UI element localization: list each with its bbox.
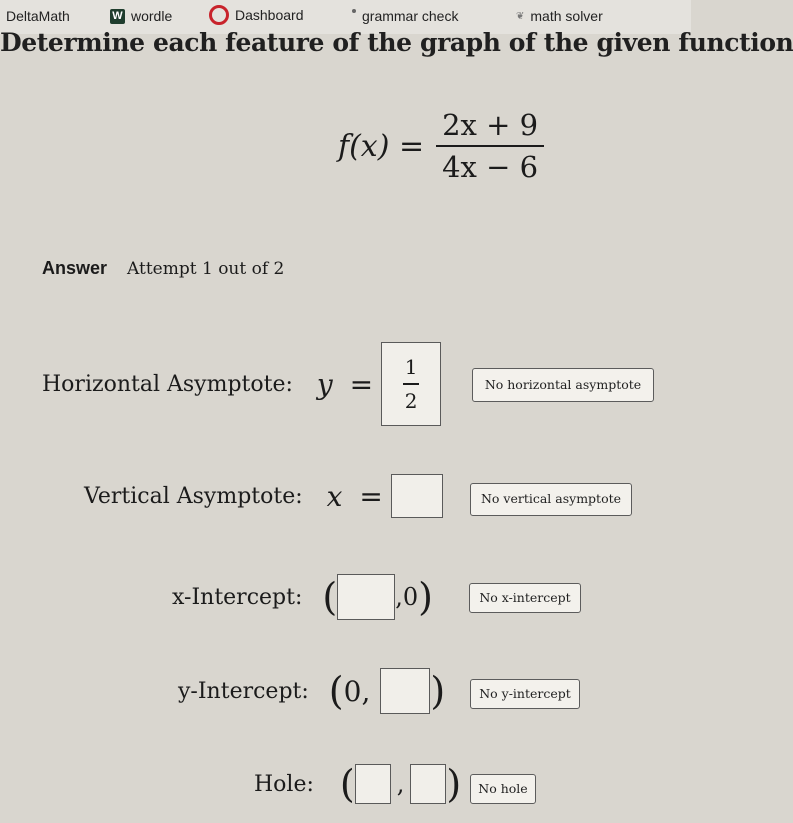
horizontal-asymptote-input[interactable] — [381, 342, 441, 426]
close-paren: ) — [430, 669, 446, 713]
leaf-icon: ❦ — [516, 10, 525, 22]
hole-x-input[interactable] — [355, 764, 391, 804]
function-lhs: f(x) = — [338, 128, 425, 164]
function-fraction — [436, 108, 544, 184]
close-paren: ) — [446, 762, 462, 806]
answer-denominator: 2 — [404, 388, 418, 413]
var-x: x — [326, 479, 343, 513]
vertical-asymptote-input[interactable] — [391, 474, 443, 518]
function-numerator: 2x + 9 — [442, 108, 539, 142]
vertical-asymptote-label: Vertical Asymptote: — [84, 483, 303, 509]
open-paren: ( — [328, 669, 344, 713]
dot-icon — [352, 9, 356, 13]
comma: , — [361, 674, 371, 708]
horizontal-asymptote-eq — [317, 368, 381, 401]
bookmark-label: Dashboard — [235, 7, 304, 23]
bookmark-dashboard[interactable] — [209, 5, 304, 25]
fraction-bar — [436, 145, 544, 147]
wordle-icon: W — [110, 9, 125, 24]
bookmark-math-solver[interactable] — [516, 8, 603, 24]
no-x-intercept-button[interactable]: No x-intercept — [469, 583, 581, 613]
close-paren: ) — [418, 575, 433, 619]
bookmark-label: wordle — [131, 8, 173, 24]
hole-y-input[interactable] — [410, 764, 446, 804]
bookmark-deltamath[interactable] — [6, 8, 70, 24]
vertical-asymptote-eq — [327, 480, 391, 513]
bookmark-grammar-check[interactable] — [352, 8, 458, 24]
dashboard-icon — [209, 5, 229, 25]
x-intercept-input[interactable] — [337, 574, 395, 620]
comma: , — [396, 770, 405, 798]
bookmark-wordle[interactable] — [110, 8, 172, 24]
answer-label: Answer — [42, 258, 108, 278]
hole-row — [254, 762, 461, 806]
answer-numerator: 1 — [404, 355, 418, 380]
problem-prompt: Determine each feature of the graph of the given function — [0, 28, 793, 57]
answer-header — [42, 258, 284, 279]
no-hole-button[interactable]: No hole — [470, 774, 536, 804]
attempt-counter: Attempt 1 out of 2 — [127, 259, 285, 279]
open-paren: ( — [322, 575, 338, 619]
bookmark-label: grammar check — [362, 8, 459, 24]
vertical-asymptote-row — [84, 474, 443, 518]
no-horizontal-asymptote-button[interactable]: No horizontal asymptote — [472, 368, 654, 402]
horizontal-asymptote-row — [42, 342, 441, 426]
function-expression — [338, 108, 544, 184]
y-intercept-label: y-Intercept: — [178, 678, 309, 704]
function-denominator: 4x − 6 — [442, 150, 539, 184]
fixed-zero: 0 — [402, 583, 419, 611]
x-intercept-label: x-Intercept: — [172, 584, 303, 610]
x-intercept-row — [172, 574, 433, 620]
y-intercept-input[interactable] — [380, 668, 430, 714]
bookmark-label: DeltaMath — [6, 8, 70, 24]
equals-sign: = — [349, 367, 374, 401]
y-intercept-row — [178, 668, 445, 714]
bookmark-label: math solver — [530, 8, 603, 24]
equals-sign: = — [359, 479, 383, 513]
horizontal-asymptote-label: Horizontal Asymptote: — [42, 371, 293, 397]
fixed-zero: 0 — [343, 674, 362, 708]
no-y-intercept-button[interactable]: No y-intercept — [470, 679, 580, 709]
hole-label: Hole: — [254, 771, 314, 797]
no-vertical-asymptote-button[interactable]: No vertical asymptote — [470, 483, 632, 516]
comma: , — [395, 583, 403, 611]
var-y: y — [316, 367, 333, 401]
open-paren: ( — [339, 762, 355, 806]
fraction-bar — [403, 383, 419, 385]
